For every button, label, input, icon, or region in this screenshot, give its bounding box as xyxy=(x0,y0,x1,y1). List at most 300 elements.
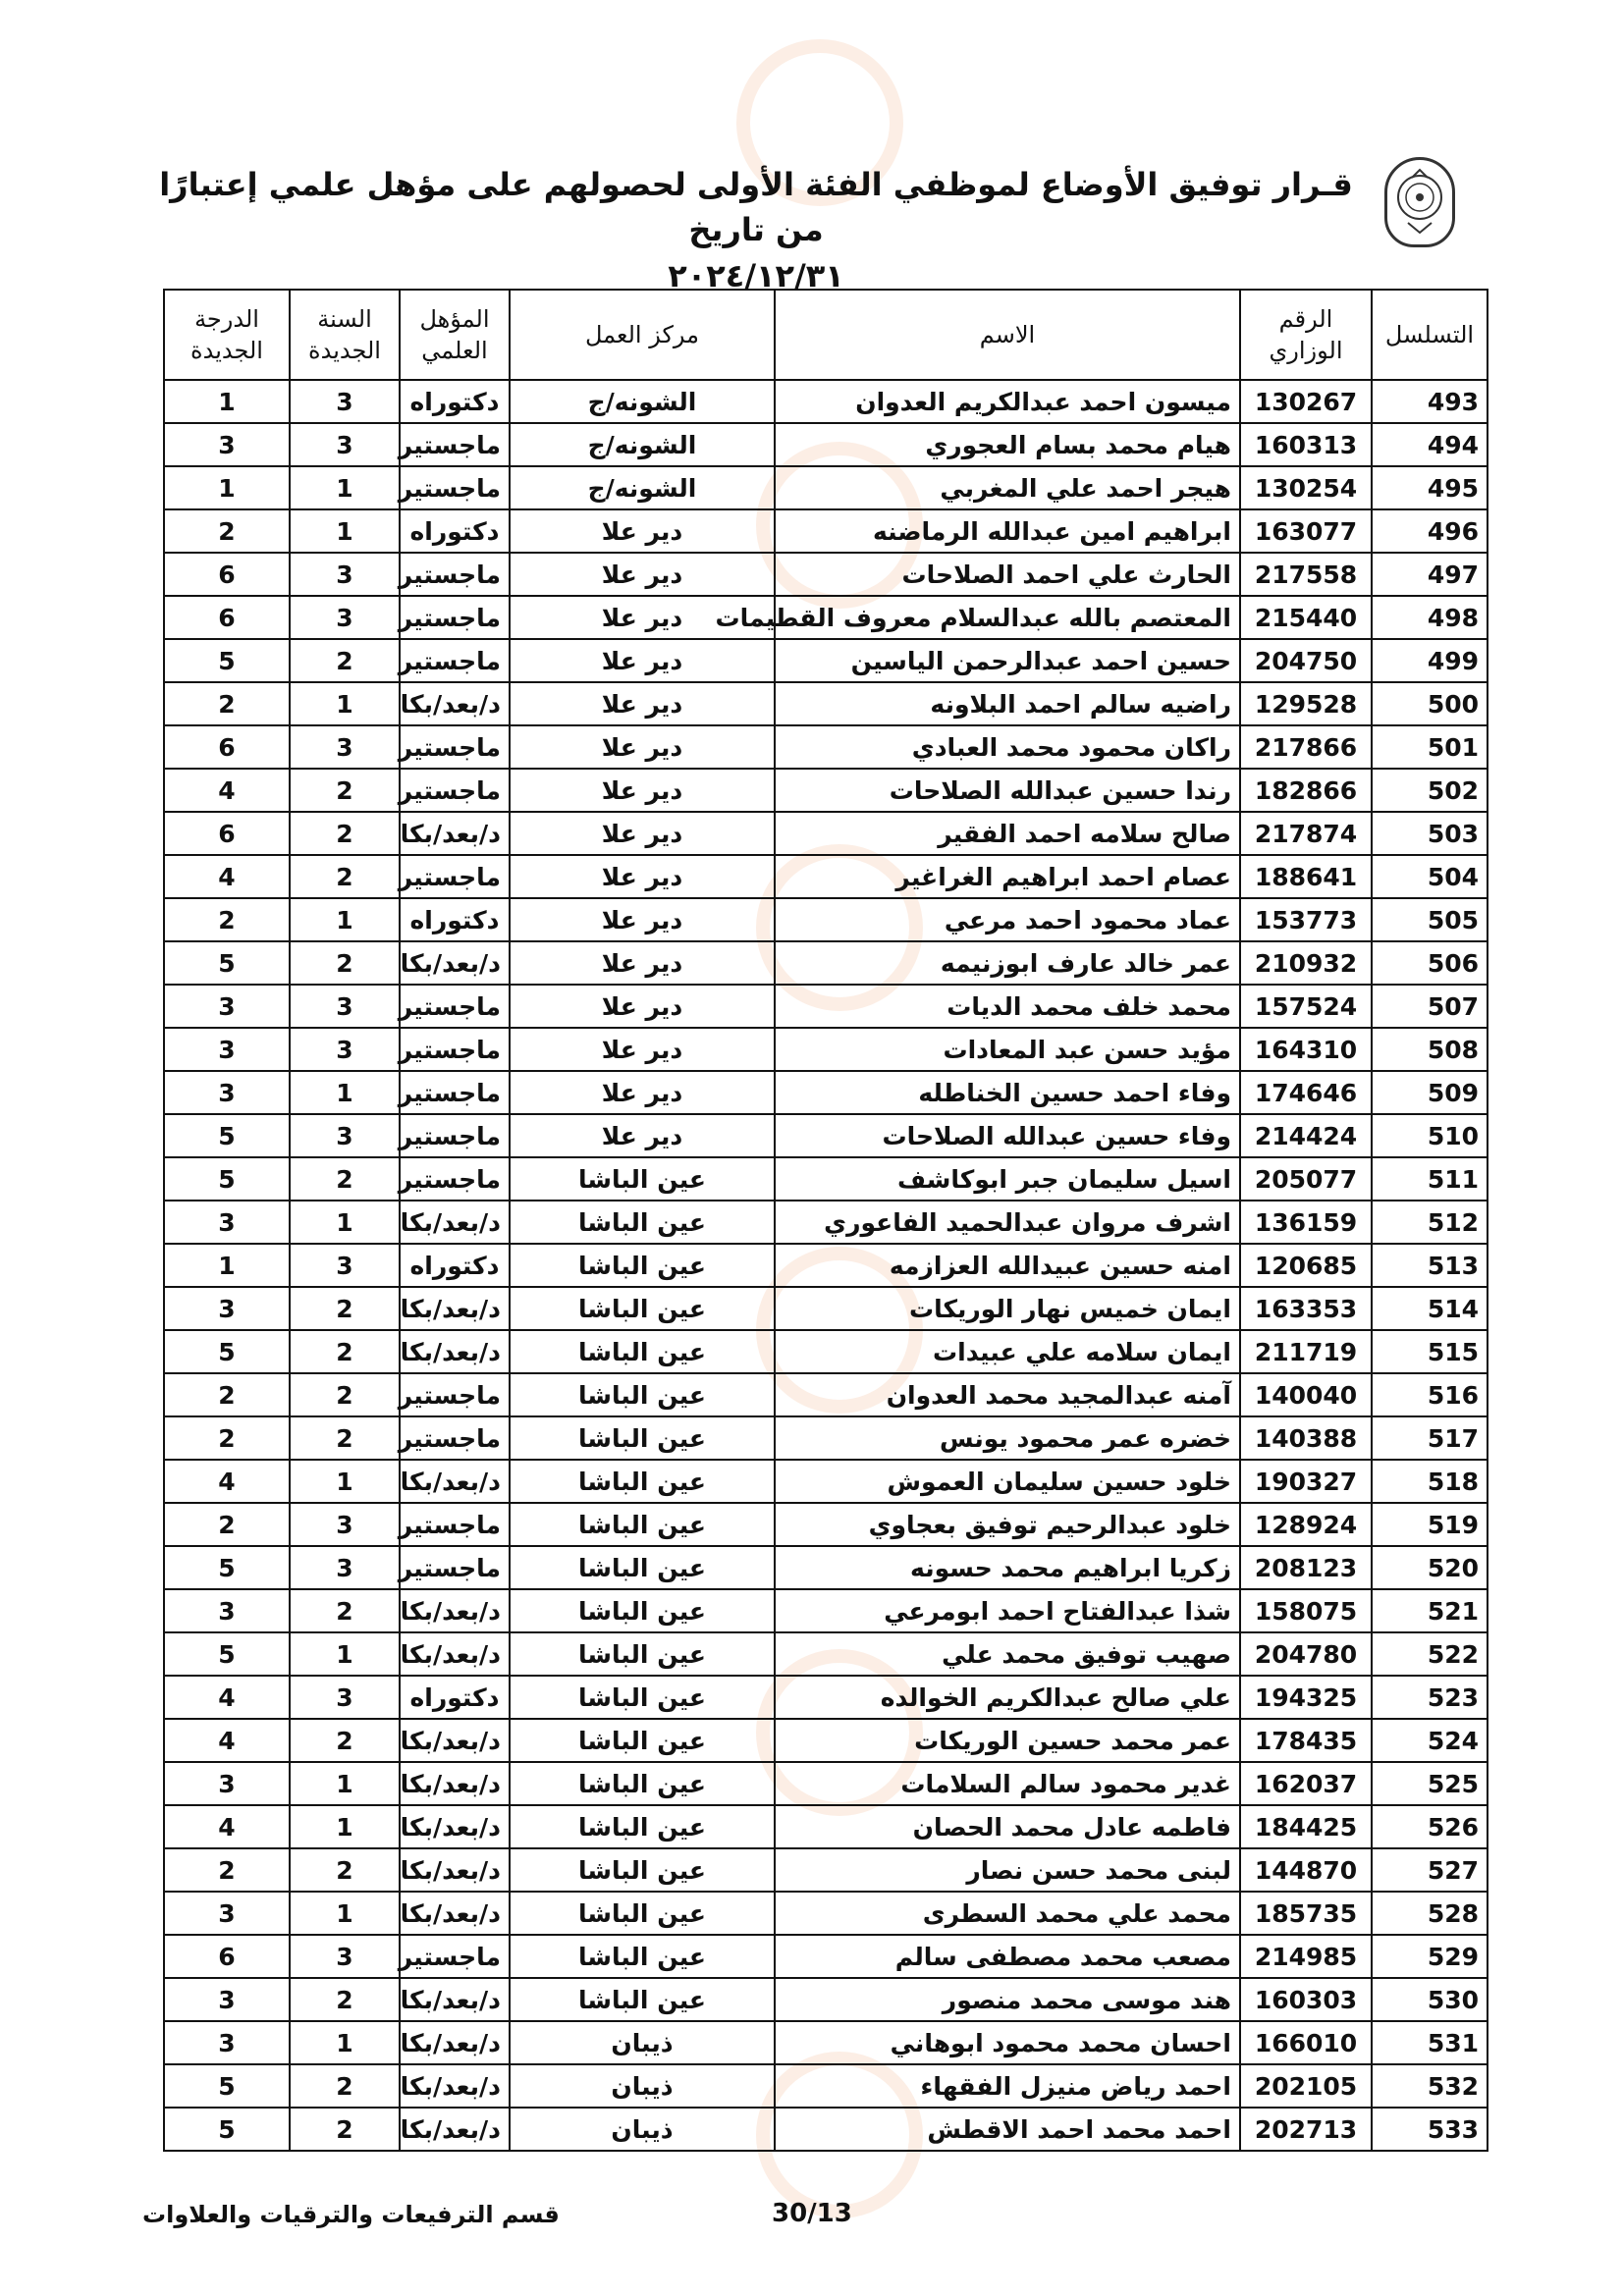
cell-work-center: عين الباشا xyxy=(510,1892,775,1935)
cell-new-grade: 5 xyxy=(164,1157,290,1201)
table-row xyxy=(164,639,1488,682)
cell-qualification: د/بعد/بكا xyxy=(400,1632,510,1676)
cell-name: احمد رياض منيزل الفقهاء xyxy=(775,2064,1240,2108)
cell-qualification: دكتوراه xyxy=(400,1676,510,1719)
cell-new-year: 2 xyxy=(290,2064,400,2108)
cell-qualification: ماجستير xyxy=(400,596,510,639)
cell-qualification: د/بعد/بكا xyxy=(400,1848,510,1892)
header-new-grade: الدرجة الجديدة xyxy=(164,290,290,380)
cell-new-grade: 2 xyxy=(164,509,290,553)
cell-work-center: دير علا xyxy=(510,1028,775,1071)
cell-new-year: 2 xyxy=(290,1330,400,1373)
cell-seq: 499 xyxy=(1372,639,1488,682)
cell-new-grade: 4 xyxy=(164,1676,290,1719)
table-header-row xyxy=(164,290,1488,380)
cell-ministry-no: 174646 xyxy=(1240,1071,1372,1114)
table-row xyxy=(164,725,1488,769)
cell-work-center: عين الباشا xyxy=(510,1676,775,1719)
cell-name: ايمان سلامه علي عبيدات xyxy=(775,1330,1240,1373)
table-row xyxy=(164,1028,1488,1071)
cell-name: عماد محمود احمد مرعي xyxy=(775,898,1240,941)
cell-new-grade: 6 xyxy=(164,812,290,855)
cell-ministry-no: 208123 xyxy=(1240,1546,1372,1589)
cell-new-grade: 3 xyxy=(164,1762,290,1805)
cell-name: رندا حسين عبدالله الصلاحات xyxy=(775,769,1240,812)
cell-work-center: الشونه/ج xyxy=(510,423,775,466)
cell-seq: 507 xyxy=(1372,985,1488,1028)
cell-ministry-no: 217866 xyxy=(1240,725,1372,769)
cell-seq: 520 xyxy=(1372,1546,1488,1589)
cell-new-year: 1 xyxy=(290,1892,400,1935)
cell-new-year: 1 xyxy=(290,509,400,553)
table-row xyxy=(164,1114,1488,1157)
cell-new-grade: 1 xyxy=(164,1244,290,1287)
cell-name: شذا عبدالفتاح احمد ابومرعي xyxy=(775,1589,1240,1632)
cell-ministry-no: 194325 xyxy=(1240,1676,1372,1719)
cell-name: محمد علي محمد السطرى xyxy=(775,1892,1240,1935)
table-row xyxy=(164,1589,1488,1632)
table-row xyxy=(164,1157,1488,1201)
cell-new-grade: 3 xyxy=(164,985,290,1028)
cell-work-center: دير علا xyxy=(510,639,775,682)
table-row xyxy=(164,1978,1488,2021)
cell-new-grade: 2 xyxy=(164,1373,290,1416)
cell-new-year: 1 xyxy=(290,1762,400,1805)
cell-name: احسان محمد محمود ابوهاني xyxy=(775,2021,1240,2064)
government-emblem-icon xyxy=(1384,157,1455,247)
cell-qualification: د/بعد/بكا xyxy=(400,682,510,725)
cell-new-year: 1 xyxy=(290,2021,400,2064)
cell-ministry-no: 130267 xyxy=(1240,380,1372,423)
table-row xyxy=(164,1676,1488,1719)
cell-name: الحارث علي احمد الصلاحات xyxy=(775,553,1240,596)
cell-qualification: د/بعد/بكا xyxy=(400,812,510,855)
cell-name: صالح سلامه احمد الفقير xyxy=(775,812,1240,855)
cell-name: راضيه سالم احمد البلاونه xyxy=(775,682,1240,725)
cell-new-year: 2 xyxy=(290,1287,400,1330)
cell-ministry-no: 202105 xyxy=(1240,2064,1372,2108)
cell-work-center: دير علا xyxy=(510,855,775,898)
cell-work-center: دير علا xyxy=(510,1114,775,1157)
cell-new-grade: 5 xyxy=(164,2064,290,2108)
cell-seq: 498 xyxy=(1372,596,1488,639)
cell-new-year: 2 xyxy=(290,941,400,985)
table-row xyxy=(164,1762,1488,1805)
cell-name: صهيب توفيق محمد علي xyxy=(775,1632,1240,1676)
cell-qualification: ماجستير xyxy=(400,1416,510,1460)
table-row xyxy=(164,1373,1488,1416)
cell-seq: 515 xyxy=(1372,1330,1488,1373)
cell-new-grade: 5 xyxy=(164,1330,290,1373)
title-line-1: قـرار توفيق الأوضاع لموظفي الفئة الأولى لحصولهم على مؤهل علمي إعتبارًا من تاريخ xyxy=(159,166,1353,249)
cell-work-center: ذيبان xyxy=(510,2064,775,2108)
cell-seq: 525 xyxy=(1372,1762,1488,1805)
cell-new-grade: 2 xyxy=(164,1848,290,1892)
header-seq: التسلسل xyxy=(1372,290,1488,380)
cell-ministry-no: 182866 xyxy=(1240,769,1372,812)
cell-new-grade: 2 xyxy=(164,1416,290,1460)
table-row xyxy=(164,985,1488,1028)
cell-ministry-no: 160303 xyxy=(1240,1978,1372,2021)
cell-qualification: ماجستير xyxy=(400,423,510,466)
cell-ministry-no: 217874 xyxy=(1240,812,1372,855)
cell-ministry-no: 140388 xyxy=(1240,1416,1372,1460)
cell-new-year: 1 xyxy=(290,898,400,941)
cell-new-year: 2 xyxy=(290,1416,400,1460)
cell-name: غدير محمود سالم السلامات xyxy=(775,1762,1240,1805)
cell-qualification: د/بعد/بكا xyxy=(400,1589,510,1632)
cell-new-grade: 4 xyxy=(164,1460,290,1503)
table-row xyxy=(164,596,1488,639)
cell-name: ابراهيم امين عبدالله الرماضنه xyxy=(775,509,1240,553)
cell-work-center: دير علا xyxy=(510,509,775,553)
cell-ministry-no: 120685 xyxy=(1240,1244,1372,1287)
cell-new-grade: 2 xyxy=(164,1503,290,1546)
cell-qualification: د/بعد/بكا xyxy=(400,1978,510,2021)
cell-new-grade: 6 xyxy=(164,725,290,769)
cell-work-center: عين الباشا xyxy=(510,1805,775,1848)
cell-work-center: عين الباشا xyxy=(510,1244,775,1287)
cell-work-center: ذيبان xyxy=(510,2021,775,2064)
cell-ministry-no: 184425 xyxy=(1240,1805,1372,1848)
cell-name: راكان محمود محمد العبادي xyxy=(775,725,1240,769)
table-row xyxy=(164,380,1488,423)
cell-work-center: عين الباشا xyxy=(510,1503,775,1546)
cell-work-center: عين الباشا xyxy=(510,1201,775,1244)
table-row xyxy=(164,1892,1488,1935)
cell-new-grade: 5 xyxy=(164,1546,290,1589)
cell-new-year: 3 xyxy=(290,1546,400,1589)
page-title xyxy=(147,162,1365,298)
cell-new-grade: 6 xyxy=(164,596,290,639)
cell-work-center: عين الباشا xyxy=(510,1287,775,1330)
cell-new-year: 3 xyxy=(290,380,400,423)
cell-new-grade: 5 xyxy=(164,2108,290,2151)
cell-seq: 510 xyxy=(1372,1114,1488,1157)
cell-seq: 496 xyxy=(1372,509,1488,553)
cell-work-center: دير علا xyxy=(510,596,775,639)
cell-seq: 512 xyxy=(1372,1201,1488,1244)
cell-work-center: دير علا xyxy=(510,553,775,596)
cell-qualification: د/بعد/بكا xyxy=(400,1892,510,1935)
page-number: 30/13 xyxy=(772,2199,852,2228)
footer-department: قسم الترفيعات والترقيات والعلاوات xyxy=(142,2201,560,2228)
cell-name: هيجر احمد علي المغربي xyxy=(775,466,1240,509)
cell-seq: 505 xyxy=(1372,898,1488,941)
cell-seq: 503 xyxy=(1372,812,1488,855)
cell-new-grade: 3 xyxy=(164,1287,290,1330)
cell-new-grade: 5 xyxy=(164,941,290,985)
cell-seq: 495 xyxy=(1372,466,1488,509)
cell-ministry-no: 136159 xyxy=(1240,1201,1372,1244)
cell-seq: 533 xyxy=(1372,2108,1488,2151)
cell-new-year: 1 xyxy=(290,682,400,725)
table-row xyxy=(164,1503,1488,1546)
cell-new-year: 3 xyxy=(290,1028,400,1071)
header-ministry-no: الرقم الوزاري xyxy=(1240,290,1372,380)
cell-new-grade: 2 xyxy=(164,898,290,941)
cell-work-center: عين الباشا xyxy=(510,1935,775,1978)
cell-qualification: ماجستير xyxy=(400,639,510,682)
cell-new-year: 3 xyxy=(290,423,400,466)
cell-name: علي صالح عبدالكريم الخوالده xyxy=(775,1676,1240,1719)
table-row xyxy=(164,1330,1488,1373)
table-row xyxy=(164,1201,1488,1244)
cell-ministry-no: 214985 xyxy=(1240,1935,1372,1978)
table-row xyxy=(164,1287,1488,1330)
cell-ministry-no: 160313 xyxy=(1240,423,1372,466)
cell-new-grade: 4 xyxy=(164,1719,290,1762)
cell-work-center: عين الباشا xyxy=(510,1416,775,1460)
cell-seq: 528 xyxy=(1372,1892,1488,1935)
cell-work-center: دير علا xyxy=(510,898,775,941)
cell-work-center: عين الباشا xyxy=(510,1632,775,1676)
cell-ministry-no: 205077 xyxy=(1240,1157,1372,1201)
table-row xyxy=(164,466,1488,509)
cell-new-year: 2 xyxy=(290,769,400,812)
table-row xyxy=(164,855,1488,898)
cell-ministry-no: 157524 xyxy=(1240,985,1372,1028)
cell-seq: 527 xyxy=(1372,1848,1488,1892)
cell-new-grade: 4 xyxy=(164,769,290,812)
cell-name: محمد خلف محمد الديات xyxy=(775,985,1240,1028)
cell-new-grade: 5 xyxy=(164,1114,290,1157)
cell-seq: 521 xyxy=(1372,1589,1488,1632)
cell-qualification: ماجستير xyxy=(400,769,510,812)
cell-new-year: 3 xyxy=(290,1935,400,1978)
cell-name: عمر محمد حسين الوريكات xyxy=(775,1719,1240,1762)
header-name: الاسم xyxy=(775,290,1240,380)
cell-work-center: عين الباشا xyxy=(510,1978,775,2021)
cell-new-grade: 4 xyxy=(164,1805,290,1848)
cell-new-grade: 1 xyxy=(164,466,290,509)
table-row xyxy=(164,941,1488,985)
table-row xyxy=(164,2021,1488,2064)
cell-qualification: د/بعد/بكا xyxy=(400,2021,510,2064)
table-row xyxy=(164,769,1488,812)
cell-seq: 514 xyxy=(1372,1287,1488,1330)
cell-qualification: ماجستير xyxy=(400,985,510,1028)
cell-seq: 532 xyxy=(1372,2064,1488,2108)
table-row xyxy=(164,682,1488,725)
cell-new-grade: 3 xyxy=(164,1892,290,1935)
cell-new-grade: 3 xyxy=(164,1028,290,1071)
cell-seq: 504 xyxy=(1372,855,1488,898)
cell-name: عصام احمد ابراهيم الغراغير xyxy=(775,855,1240,898)
cell-new-grade: 6 xyxy=(164,553,290,596)
table-row xyxy=(164,1935,1488,1978)
cell-ministry-no: 163077 xyxy=(1240,509,1372,553)
cell-new-year: 2 xyxy=(290,639,400,682)
cell-name: زكريا ابراهيم محمد حسونه xyxy=(775,1546,1240,1589)
cell-new-year: 1 xyxy=(290,466,400,509)
cell-new-grade: 3 xyxy=(164,1589,290,1632)
cell-ministry-no: 178435 xyxy=(1240,1719,1372,1762)
cell-new-year: 3 xyxy=(290,553,400,596)
cell-seq: 517 xyxy=(1372,1416,1488,1460)
cell-new-year: 2 xyxy=(290,855,400,898)
cell-work-center: دير علا xyxy=(510,1071,775,1114)
cell-new-year: 3 xyxy=(290,1244,400,1287)
cell-new-grade: 3 xyxy=(164,2021,290,2064)
cell-qualification: د/بعد/بكا xyxy=(400,1719,510,1762)
table-row xyxy=(164,812,1488,855)
cell-new-year: 3 xyxy=(290,1676,400,1719)
cell-work-center: عين الباشا xyxy=(510,1719,775,1762)
cell-ministry-no: 215440 xyxy=(1240,596,1372,639)
cell-work-center: عين الباشا xyxy=(510,1848,775,1892)
cell-work-center: عين الباشا xyxy=(510,1762,775,1805)
table-row xyxy=(164,553,1488,596)
cell-seq: 511 xyxy=(1372,1157,1488,1201)
cell-new-grade: 5 xyxy=(164,639,290,682)
cell-qualification: ماجستير xyxy=(400,466,510,509)
cell-work-center: عين الباشا xyxy=(510,1589,775,1632)
cell-seq: 509 xyxy=(1372,1071,1488,1114)
cell-new-grade: 2 xyxy=(164,682,290,725)
cell-work-center: الشونه/ج xyxy=(510,466,775,509)
cell-seq: 513 xyxy=(1372,1244,1488,1287)
cell-ministry-no: 128924 xyxy=(1240,1503,1372,1546)
cell-name: احمد محمد احمد الاقطش xyxy=(775,2108,1240,2151)
cell-ministry-no: 130254 xyxy=(1240,466,1372,509)
cell-new-year: 3 xyxy=(290,1114,400,1157)
cell-name: وفاء احمد حسين الخناطله xyxy=(775,1071,1240,1114)
cell-work-center: دير علا xyxy=(510,725,775,769)
employees-table xyxy=(163,289,1488,2152)
cell-seq: 531 xyxy=(1372,2021,1488,2064)
table-row xyxy=(164,423,1488,466)
cell-ministry-no: 158075 xyxy=(1240,1589,1372,1632)
cell-ministry-no: 162037 xyxy=(1240,1762,1372,1805)
table-row xyxy=(164,1244,1488,1287)
cell-qualification: د/بعد/بكا xyxy=(400,1805,510,1848)
cell-work-center: ذيبان xyxy=(510,2108,775,2151)
cell-qualification: د/بعد/بكا xyxy=(400,1287,510,1330)
cell-work-center: عين الباشا xyxy=(510,1330,775,1373)
cell-seq: 523 xyxy=(1372,1676,1488,1719)
cell-name: اسيل سليمان جبر ابوكاشف xyxy=(775,1157,1240,1201)
cell-new-year: 2 xyxy=(290,2108,400,2151)
cell-new-year: 2 xyxy=(290,1589,400,1632)
cell-new-year: 2 xyxy=(290,1373,400,1416)
cell-name: لبنى محمد حسن نصار xyxy=(775,1848,1240,1892)
cell-qualification: ماجستير xyxy=(400,855,510,898)
cell-new-year: 2 xyxy=(290,812,400,855)
cell-work-center: عين الباشا xyxy=(510,1373,775,1416)
cell-qualification: دكتوراه xyxy=(400,898,510,941)
cell-seq: 519 xyxy=(1372,1503,1488,1546)
header-qualification: المؤهل العلمي xyxy=(400,290,510,380)
cell-seq: 518 xyxy=(1372,1460,1488,1503)
cell-qualification: ماجستير xyxy=(400,1935,510,1978)
cell-seq: 497 xyxy=(1372,553,1488,596)
cell-ministry-no: 217558 xyxy=(1240,553,1372,596)
cell-qualification: د/بعد/بكا xyxy=(400,1201,510,1244)
cell-work-center: عين الباشا xyxy=(510,1546,775,1589)
table-row xyxy=(164,1632,1488,1676)
cell-ministry-no: 163353 xyxy=(1240,1287,1372,1330)
cell-name: هند موسى محمد منصور xyxy=(775,1978,1240,2021)
cell-new-year: 2 xyxy=(290,1719,400,1762)
cell-qualification: ماجستير xyxy=(400,1071,510,1114)
cell-seq: 526 xyxy=(1372,1805,1488,1848)
table-row xyxy=(164,1071,1488,1114)
table-row xyxy=(164,1546,1488,1589)
cell-ministry-no: 211719 xyxy=(1240,1330,1372,1373)
cell-seq: 524 xyxy=(1372,1719,1488,1762)
cell-ministry-no: 204750 xyxy=(1240,639,1372,682)
cell-new-grade: 5 xyxy=(164,1632,290,1676)
cell-seq: 506 xyxy=(1372,941,1488,985)
cell-new-year: 1 xyxy=(290,1632,400,1676)
table-row xyxy=(164,1416,1488,1460)
cell-ministry-no: 190327 xyxy=(1240,1460,1372,1503)
cell-new-year: 2 xyxy=(290,1978,400,2021)
cell-new-grade: 3 xyxy=(164,1071,290,1114)
cell-seq: 500 xyxy=(1372,682,1488,725)
cell-ministry-no: 214424 xyxy=(1240,1114,1372,1157)
cell-qualification: د/بعد/بكا xyxy=(400,1460,510,1503)
cell-seq: 529 xyxy=(1372,1935,1488,1978)
cell-qualification: ماجستير xyxy=(400,553,510,596)
cell-work-center: عين الباشا xyxy=(510,1157,775,1201)
cell-name: هيام محمد بسام العجوري xyxy=(775,423,1240,466)
cell-seq: 493 xyxy=(1372,380,1488,423)
cell-new-year: 1 xyxy=(290,1201,400,1244)
cell-new-year: 3 xyxy=(290,596,400,639)
cell-qualification: د/بعد/بكا xyxy=(400,2108,510,2151)
cell-seq: 516 xyxy=(1372,1373,1488,1416)
cell-qualification: ماجستير xyxy=(400,1157,510,1201)
cell-ministry-no: 140040 xyxy=(1240,1373,1372,1416)
cell-name: وفاء حسين عبدالله الصلاحات xyxy=(775,1114,1240,1157)
cell-ministry-no: 202713 xyxy=(1240,2108,1372,2151)
cell-ministry-no: 188641 xyxy=(1240,855,1372,898)
cell-new-grade: 4 xyxy=(164,855,290,898)
cell-work-center: دير علا xyxy=(510,769,775,812)
cell-name: خضره عمر محمود يونس xyxy=(775,1416,1240,1460)
header-work-center: مركز العمل xyxy=(510,290,775,380)
cell-ministry-no: 144870 xyxy=(1240,1848,1372,1892)
cell-name: حسين احمد عبدالرحمن الياسين xyxy=(775,639,1240,682)
cell-ministry-no: 166010 xyxy=(1240,2021,1372,2064)
cell-name: اشرف مروان عبدالحميد الفاعوري xyxy=(775,1201,1240,1244)
cell-qualification: ماجستير xyxy=(400,1546,510,1589)
cell-ministry-no: 185735 xyxy=(1240,1892,1372,1935)
cell-new-year: 1 xyxy=(290,1071,400,1114)
cell-new-year: 1 xyxy=(290,1805,400,1848)
cell-qualification: د/بعد/بكا xyxy=(400,2064,510,2108)
title-line-2: ٢٠٢٤/١٢/٣١ xyxy=(668,256,844,294)
cell-name: مصعب محمد مصطفى سالم xyxy=(775,1935,1240,1978)
cell-new-grade: 6 xyxy=(164,1935,290,1978)
cell-name: المعتصم بالله عبدالسلام معروف القطيمات xyxy=(775,596,1240,639)
table-row xyxy=(164,898,1488,941)
table-row xyxy=(164,2064,1488,2108)
cell-seq: 530 xyxy=(1372,1978,1488,2021)
cell-qualification: دكتوراه xyxy=(400,1244,510,1287)
cell-qualification: ماجستير xyxy=(400,725,510,769)
header-new-year: السنة الجديدة xyxy=(290,290,400,380)
cell-qualification: دكتوراه xyxy=(400,380,510,423)
cell-qualification: ماجستير xyxy=(400,1028,510,1071)
cell-work-center: دير علا xyxy=(510,941,775,985)
cell-ministry-no: 164310 xyxy=(1240,1028,1372,1071)
cell-name: خلود عبدالرحيم توفيق بعجاوي xyxy=(775,1503,1240,1546)
cell-ministry-no: 129528 xyxy=(1240,682,1372,725)
cell-ministry-no: 153773 xyxy=(1240,898,1372,941)
